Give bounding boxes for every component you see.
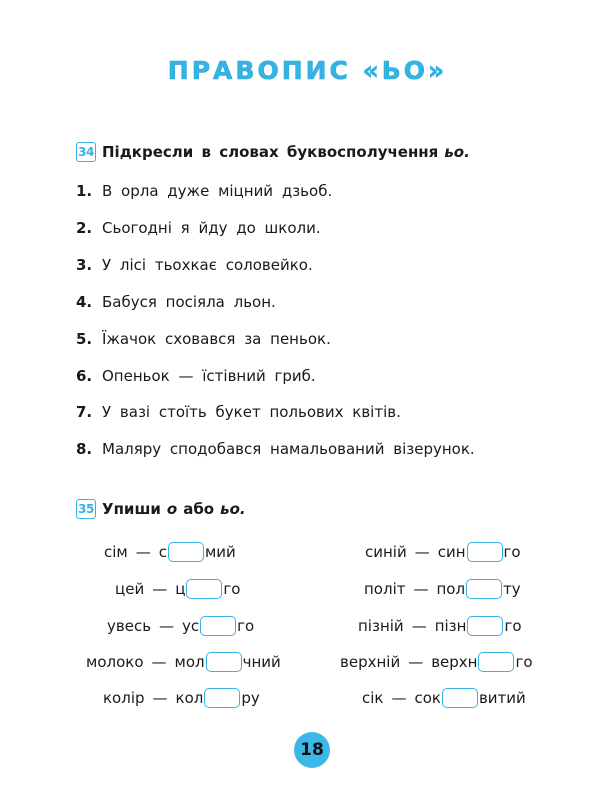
- word-start: мол: [174, 653, 205, 671]
- sentence-3: [76, 256, 313, 274]
- word-end: витий: [478, 689, 526, 707]
- word-pair-left-5: [103, 686, 260, 710]
- sentence-5: [76, 330, 331, 348]
- task-34-number: 34: [76, 142, 96, 162]
- word-end: го: [223, 580, 241, 598]
- word-pair-left-4: [86, 650, 281, 674]
- base-word: сім: [104, 543, 128, 561]
- word-pair-right-4: [340, 650, 533, 674]
- answer-box[interactable]: [478, 652, 514, 672]
- dash: —: [152, 689, 168, 707]
- sentence-8: [76, 440, 475, 458]
- page-title: ПРАВОПИС «ЬО»: [167, 56, 448, 85]
- word-pair-right-3: [358, 614, 522, 638]
- base-word: колір: [103, 689, 145, 707]
- sentence-number: 7.: [76, 403, 93, 421]
- word-end: го: [503, 543, 521, 561]
- sentence-text: Їжачок сховався за пеньок.: [102, 330, 331, 348]
- sentence-text: У вазі стоїть букет польових квітів.: [102, 403, 401, 421]
- dash: —: [408, 653, 424, 671]
- task-35-option-o: о: [166, 500, 178, 518]
- answer-box[interactable]: [442, 688, 478, 708]
- dash: —: [411, 617, 427, 635]
- sentence-4: [76, 293, 276, 311]
- task-35-header: [76, 499, 246, 519]
- sentence-1: [76, 182, 332, 200]
- word-pair-left-1: [104, 540, 236, 564]
- dash: —: [151, 653, 167, 671]
- word-pair-right-5: [362, 686, 526, 710]
- answer-box[interactable]: [204, 688, 240, 708]
- dash: —: [159, 617, 175, 635]
- word-pair-right-2: [364, 577, 521, 601]
- dash: —: [391, 689, 407, 707]
- answer-box[interactable]: [206, 652, 242, 672]
- word-pair-left-3: [107, 614, 254, 638]
- dash: —: [152, 580, 168, 598]
- base-word: верхній: [340, 653, 401, 671]
- base-word: увесь: [107, 617, 152, 635]
- dash: —: [413, 580, 429, 598]
- base-word: синій: [365, 543, 407, 561]
- sentence-text: В орла дуже міцний дзьоб.: [102, 182, 333, 200]
- answer-box[interactable]: [467, 542, 503, 562]
- word-start: сок: [414, 689, 441, 707]
- sentence-text: Сьогодні я йду до школи.: [102, 219, 321, 237]
- sentence-6: [76, 367, 316, 385]
- word-end: го: [504, 617, 522, 635]
- word-end: ру: [241, 689, 260, 707]
- task-35-option-yo: ьо.: [220, 500, 246, 518]
- word-pair-right-1: [365, 540, 521, 564]
- sentence-number: 6.: [76, 367, 93, 385]
- answer-box[interactable]: [186, 579, 222, 599]
- word-end: чний: [242, 653, 281, 671]
- sentence-number: 1.: [76, 182, 93, 200]
- answer-box[interactable]: [168, 542, 204, 562]
- word-start: верхн: [431, 653, 478, 671]
- base-word: молоко: [86, 653, 144, 671]
- sentence-number: 4.: [76, 293, 93, 311]
- answer-box[interactable]: [200, 616, 236, 636]
- word-end: го: [515, 653, 533, 671]
- sentence-text: У лісі тьохкає соловейко.: [102, 256, 313, 274]
- word-end: ту: [503, 580, 521, 598]
- word-start: с: [158, 543, 167, 561]
- sentence-number: 5.: [76, 330, 93, 348]
- base-word: політ: [364, 580, 406, 598]
- task-34-instruction-em: ьо.: [444, 143, 470, 161]
- sentence-text: Бабуся посіяла льон.: [102, 293, 276, 311]
- sentence-number: 3.: [76, 256, 93, 274]
- task-34-header: [76, 142, 470, 162]
- base-word: цей: [115, 580, 145, 598]
- word-start: ус: [182, 617, 200, 635]
- word-pair-left-2: [115, 577, 240, 601]
- sentence-2: [76, 219, 321, 237]
- sentence-number: 2.: [76, 219, 93, 237]
- word-start: син: [437, 543, 466, 561]
- page-number: 18: [294, 732, 330, 768]
- word-start: пізн: [434, 617, 467, 635]
- dash: —: [414, 543, 430, 561]
- sentence-text: Опеньок — їстівний гриб.: [102, 367, 316, 385]
- dash: —: [135, 543, 151, 561]
- task-35-instruction: Упиши: [102, 500, 161, 518]
- word-start: кол: [175, 689, 204, 707]
- task-34-instruction: Підкресли в словах буквосполучення: [102, 143, 439, 161]
- word-start: пол: [436, 580, 466, 598]
- answer-box[interactable]: [467, 616, 503, 636]
- task-35-number: 35: [76, 499, 96, 519]
- task-35-or: або: [183, 500, 215, 518]
- sentence-text: Маляру сподобався намальований візерунок.: [102, 440, 475, 458]
- sentence-7: [76, 403, 401, 421]
- word-end: го: [237, 617, 255, 635]
- sentence-number: 8.: [76, 440, 93, 458]
- word-start: ц: [175, 580, 186, 598]
- word-end: мий: [204, 543, 236, 561]
- base-word: сік: [362, 689, 384, 707]
- answer-box[interactable]: [466, 579, 502, 599]
- base-word: пізній: [358, 617, 404, 635]
